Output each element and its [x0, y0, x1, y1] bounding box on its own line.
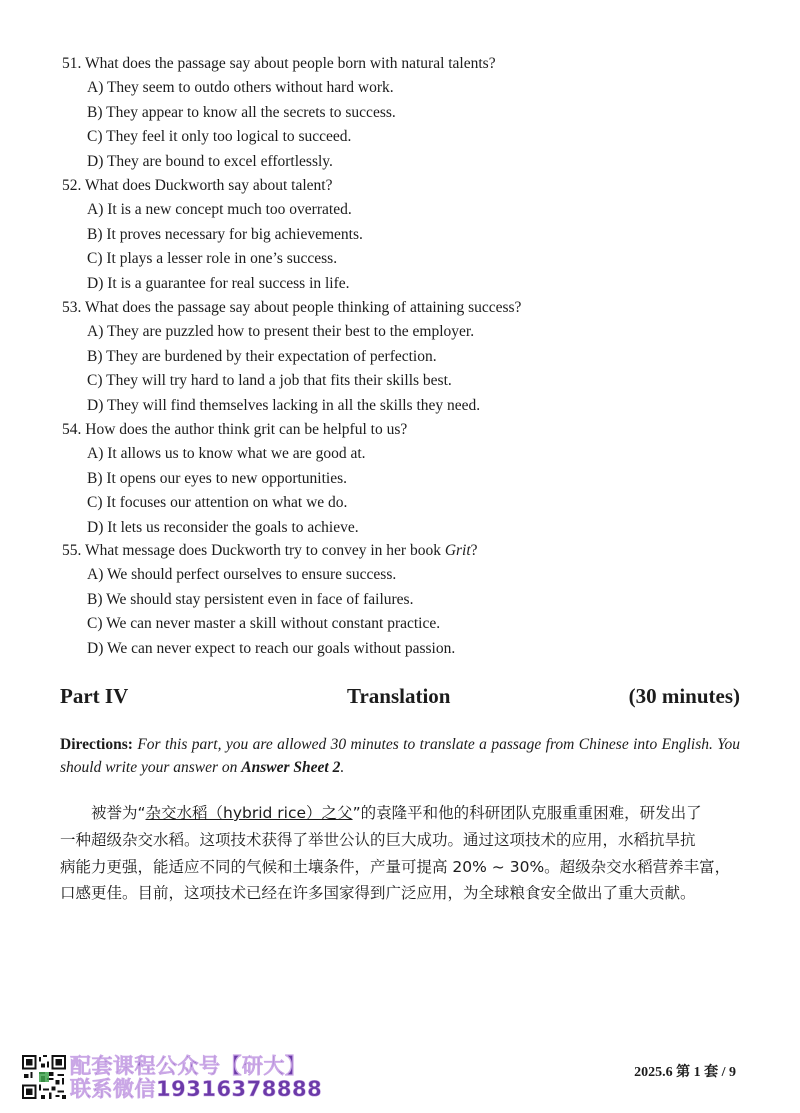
translation-passage — [60, 800, 740, 907]
passage-text: ”的袁隆平和他的科研团队克服重重困难，研发出了 — [352, 804, 702, 822]
option-d: D) It lets us reconsider the goals to achieve. — [87, 518, 359, 536]
promo-line-2: 联系微信19316378888 — [70, 1077, 323, 1101]
part-title: Translation — [347, 684, 451, 708]
stem-text: 55. What message does Duckworth try to convey in her book — [62, 542, 445, 559]
option-a: A) It is a new concept much too overrated. — [87, 201, 352, 219]
question-55 — [62, 539, 762, 661]
question-stem: 54. How does the author think grit can be helpful to us? — [62, 421, 408, 438]
option-b: B) They appear to know all the secrets to success. — [87, 103, 396, 121]
promo-text — [70, 1055, 322, 1101]
option-a: A) They are puzzled how to present their best to the employer. — [87, 323, 475, 341]
directions-text: For this part, you are allowed 30 minutes to translate a passage from Chinese into English. You should write your answer on — [60, 736, 740, 776]
option-d: D) We can never expect to reach our goals without passion. — [87, 639, 456, 657]
option-d: D) It is a guarantee for real success in life. — [87, 274, 350, 292]
passage-line-2: 一种超级杂交水稻。这项技术获得了举世公认的巨大成功。通过这项技术的应用，水稻抗旱抗 — [60, 830, 696, 849]
option-b: B) It proves necessary for big achievements. — [87, 225, 363, 243]
book-title: Grit — [444, 542, 471, 559]
option-b: B) We should stay persistent even in face of failures. — [87, 590, 414, 608]
part-time: (30 minutes) — [628, 684, 740, 708]
question-stem: 53. What does the passage say about people thinking of attaining success? — [62, 299, 522, 316]
answer-sheet-ref: Answer Sheet 2 — [241, 759, 341, 776]
question-52 — [62, 174, 762, 296]
passage-line-3: 病能力更强，能适应不同的气候和土壤条件，产量可提高 20% ~ 30%。超级杂交水稻营养丰富， — [60, 857, 731, 876]
part-heading — [60, 684, 740, 714]
option-a: A) We should perfect ourselves to ensure success. — [87, 566, 397, 584]
question-54 — [62, 418, 762, 540]
option-c: C) It plays a lesser role in one’s success. — [87, 250, 338, 268]
option-b: B) They are burdened by their expectation of perfection. — [87, 347, 437, 365]
question-stem — [62, 539, 762, 563]
option-b: B) It opens our eyes to new opportunities. — [87, 469, 348, 487]
option-a: A) They seem to outdo others without hard work. — [87, 79, 394, 97]
option-d: D) They will find themselves lacking in all the skills they need. — [87, 396, 481, 414]
question-stem: 52. What does Duckworth say about talent? — [62, 177, 333, 194]
passage-text: 被誉为“ — [91, 804, 146, 822]
underlined-phrase: 杂交水稻（hybrid rice）之父 — [145, 804, 353, 822]
directions-end: . — [340, 759, 345, 776]
question-53 — [62, 296, 762, 418]
option-d: D) They are bound to excel effortlessly. — [87, 152, 333, 170]
part-number: Part IV — [60, 684, 129, 708]
option-c: C) It focuses our attention on what we do. — [87, 494, 348, 512]
question-stem: 51. What does the passage say about people born with natural talents? — [62, 55, 496, 72]
question-51 — [62, 52, 762, 174]
passage-line-4: 口感更佳。目前，这项技术已经在许多国家得到广泛应用，为全球粮食安全做出了重大贡献。 — [60, 884, 696, 903]
stem-end: ? — [470, 542, 478, 559]
option-c: C) They will try hard to land a job that fits their skills best. — [87, 372, 452, 390]
option-a: A) It allows us to know what we are good at. — [87, 445, 366, 463]
option-c: C) We can never master a skill without constant practice. — [87, 615, 441, 633]
promo-line-1: 配套课程公众号【研大】 — [70, 1054, 307, 1078]
promo-watermark — [22, 1054, 323, 1107]
qr-code-icon — [22, 1055, 66, 1099]
page-number: 2025.6 第 1 套 / 9 — [634, 1065, 736, 1080]
directions-label: Directions: — [60, 736, 133, 753]
option-c: C) They feel it only too logical to succeed. — [87, 128, 352, 146]
directions — [60, 733, 740, 779]
passage-line-1 — [60, 800, 740, 827]
